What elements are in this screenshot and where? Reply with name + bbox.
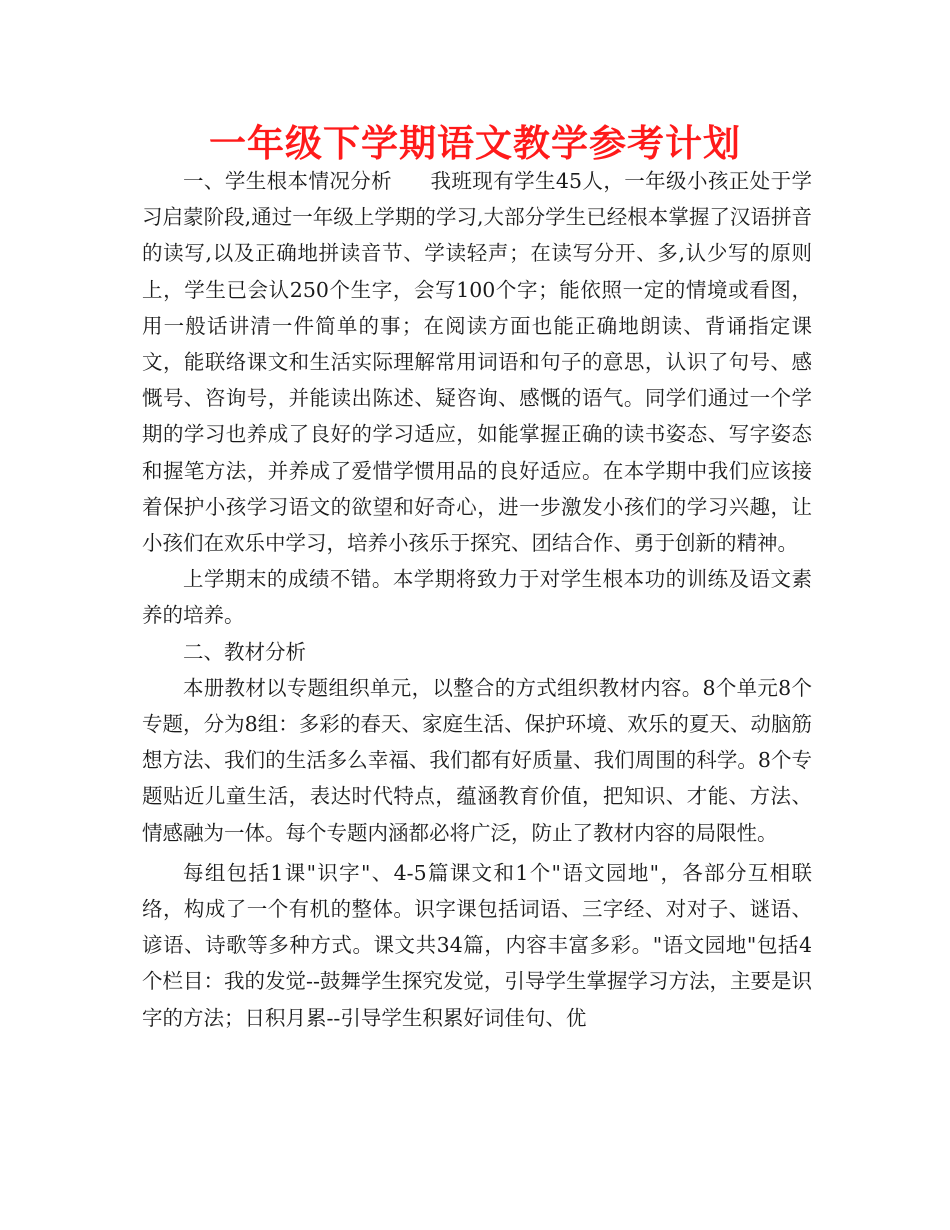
- paragraph-3: 本册教材以专题组织单元，以整合的方式组织教材内容。8个单元8个专题，分为8组：多彩的春天、家庭生活、保护环境、欢乐的夏天、动脑筋想方法、我们的生活多么幸福、我们都有好质量、我们周围的科学。8个专题贴近儿童生活，表达时代特点，蕴涵教育价值，把知识、才能、方法、情感融为一体。每个专题内涵都必将广泛，防止了教材内容的局限性。: [142, 675, 812, 845]
- document-title: 一年级下学期语文教学参考计划: [209, 122, 741, 165]
- document-body: [142, 163, 812, 1036]
- section-1-paragraph: [142, 163, 812, 561]
- paragraph-4: 每组包括1课"识字"、4-5篇课文和1个"语文园地"，各部分互相联络，构成了一个有机的整体。识字课包括词语、三字经、对对子、谜语、谚语、诗歌等多种方式。课文共34篇，内容丰富多彩。"语文园地"包括4个栏目：我的发觉--鼓舞学生探究发觉，引导学生掌握学习方法，主要是识字的方法；日积月累--引导学生积累好词佳句、优: [142, 860, 812, 1030]
- section-1-text: 我班现有学生45人，一年级小孩正处于学习启蒙阶段,通过一年级上学期的学习,大部分学生已经根本掌握了汉语拼音的读写,以及正确地拼读音节、学读轻声；在读写分开、多,认少写的原则上，学生已会认250个生字，会写100个字；能依照一定的情境或看图，用一般话讲清一件简单的事；在阅读方面也能正确地朗读、背诵指定课文，能联络课文和生活实际理解常用词语和句子的意思，认识了句号、感慨号、咨询号，并能读出陈述、疑咨询、感慨的语气。同学们通过一个学期的学习也养成了良好的学习适应，如能掌握正确的读书姿态、写字姿态和握笔方法，并养成了爱惜学惯用品的良好适应。在本学期中我们应该接着保护小孩学习语文的欲望和好奇心，进一步激发小孩们的学习兴趣，让小孩们在欢乐中学习，培养小孩乐于探究、团结合作、勇于创新的精神。: [142, 169, 812, 556]
- section-2-heading: 二、教材分析: [183, 639, 306, 664]
- paragraph-2: 上学期末的成绩不错。本学期将致力于对学生根本功的训练及语文素养的培养。: [142, 567, 812, 628]
- section-1-heading: 一、学生根本情况分析: [183, 169, 393, 193]
